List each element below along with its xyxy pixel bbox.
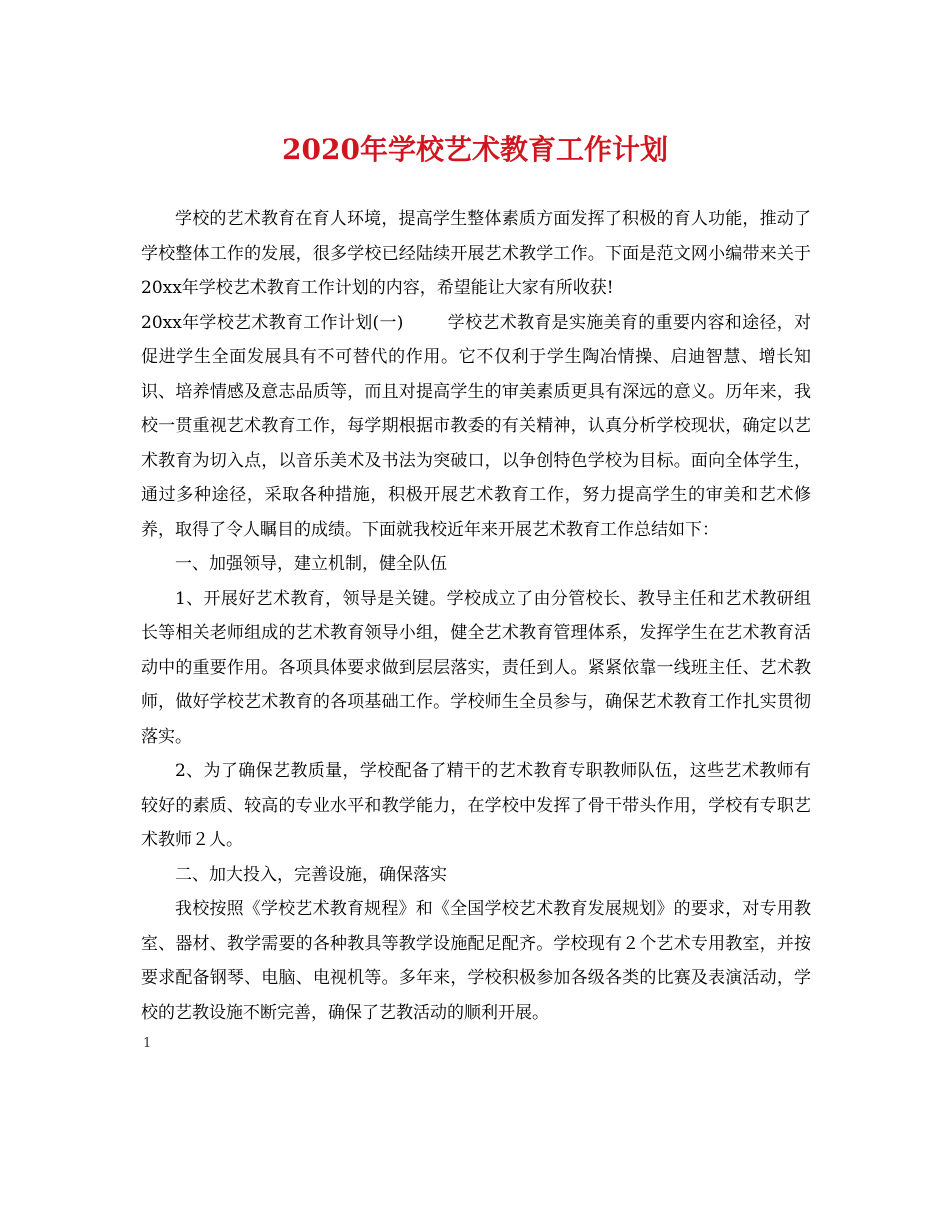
section-item-1: 1、开展好艺术教育，领导是关键。学校成立了由分管校长、教导主任和艺术教研组长等相关老师组成的艺术教育领导小组，健全艺术教育管理体系，发挥学生在艺术教育活动中的重要作用。各项具体要求做到层层落实，责任到人。紧紧依靠一线班主任、艺术教师，做好学校艺术教育的各项基础工作。学校师生全员参与，确保艺术教育工作扎实贯彻落实。 — [141, 588, 811, 747]
section-item-3: 我校按照《学校艺术教育规程》和《全国学校艺术教育发展规划》的要求，对专用教室、器材、教学需要的各种教具等教学设施配足配齐。学校现有２个艺术专用教室，并按要求配备钢琴、电脑、电视机等。多年来，学校积极参加各级各类的比赛及表演活动，学校的艺教设施不断完善，确保了艺教活动的顺利开展。 — [141, 899, 811, 1023]
plan-title: 20xx年学校艺术教育工作计划(一) — [141, 312, 404, 333]
intro-paragraph: 学校的艺术教育在育人环境，提高学生整体素质方面发挥了积极的育人功能，推动了学校整体工作的发展，很多学校已经陆续开展艺术教学工作。下面是范文网小编带来关于20xx年学校艺术教育工作计划的内容，希望能让大家有所收获! — [141, 209, 811, 298]
document-body — [141, 202, 811, 1030]
document-title: 2020年学校艺术教育工作计划 — [282, 133, 668, 166]
section-heading-2: 二、加大投入，完善设施，确保落实 — [175, 864, 447, 885]
plan-paragraph — [141, 306, 811, 548]
plan-body: 学校艺术教育是实施美育的重要内容和途径，对促进学生全面发展具有不可替代的作用。它不仅利于学生陶冶情操、启迪智慧、增长知识、培养情感及意志品质等，而且对提高学生的审美素质更具有深远的意义。历年来，我校一贯重视艺术教育工作，每学期根据市教委的有关精神，认真分析学校现状，确定以艺术教育为切入点，以音乐美术及书法为突破口，以争创特色学校为目标。面向全体学生，通过多种途径，采取各种措施，积极开展艺术教育工作，努力提高学生的审美和艺术修养，取得了令人瞩目的成绩。下面就我校近年来开展艺术教育工作总结如下： — [141, 312, 812, 540]
page-number: 1 — [143, 1036, 152, 1051]
section-item-2: 2、为了确保艺教质量，学校配备了精干的艺术教育专职教师队伍，这些艺术教师有较好的素质、较高的专业水平和教学能力，在学校中发挥了骨干带头作用，学校有专职艺术教师２人。 — [141, 761, 811, 850]
section-heading-1: 一、加强领导，建立机制，健全队伍 — [175, 554, 447, 574]
